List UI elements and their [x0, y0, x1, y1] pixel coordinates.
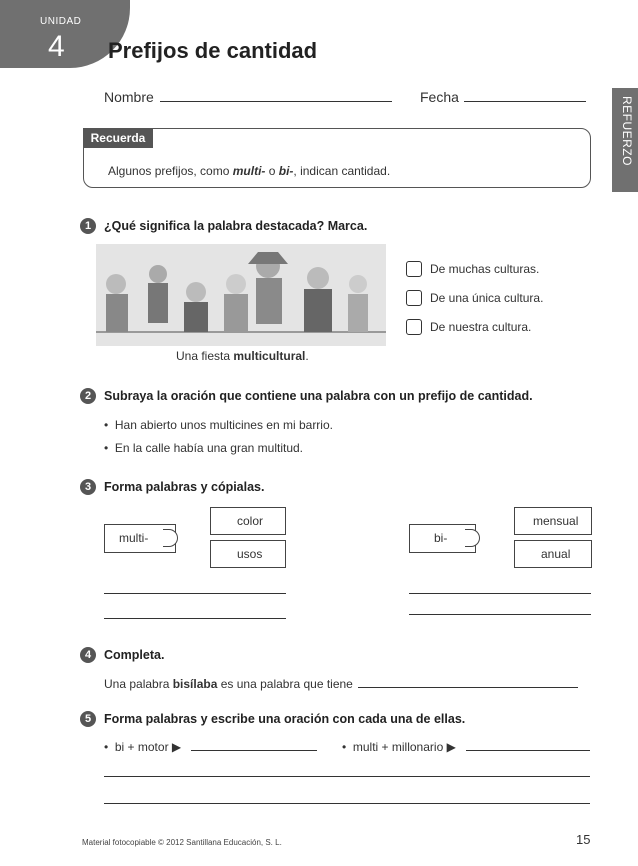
option-1: De muchas culturas.: [430, 262, 540, 276]
item-2: • multi + millonario ▶: [342, 740, 456, 754]
question-number-3: 3: [80, 479, 96, 495]
bullet-2[interactable]: • En la calle había una gran multitud.: [104, 441, 303, 455]
suffix-piece-anual: anual: [514, 540, 592, 568]
side-tab-label: REFUERZO: [620, 96, 634, 166]
question-number-4: 4: [80, 647, 96, 663]
recuerda-text: Algunos prefijos, como multi- o bi-, indican cantidad.: [108, 164, 391, 178]
unit-number: 4: [48, 30, 65, 63]
option-2: De una única cultura.: [430, 291, 544, 305]
answer-line-sentence-2[interactable]: [104, 803, 590, 804]
option-checkbox-1[interactable]: [406, 261, 422, 277]
answer-line-q4[interactable]: [358, 687, 578, 688]
answer-line-left-1[interactable]: [104, 593, 286, 594]
item-1: • bi + motor ▶: [104, 740, 182, 754]
answer-line-right-1[interactable]: [409, 593, 591, 594]
question-number-5: 5: [80, 711, 96, 727]
answer-line-item-1[interactable]: [191, 750, 317, 751]
recuerda-box: [83, 128, 591, 188]
page-title: Prefijos de cantidad: [108, 38, 318, 63]
question-4-sentence: Una palabra bisílaba es una palabra que tiene: [104, 677, 353, 691]
illustration: [96, 244, 386, 346]
name-label: Nombre: [104, 89, 154, 105]
question-3-text: Forma palabras y cópialas.: [104, 480, 265, 494]
prefix-piece-bi: bi-: [409, 524, 476, 553]
puzzle-knob: [465, 529, 480, 547]
date-field[interactable]: [464, 101, 586, 102]
option-3: De nuestra cultura.: [430, 320, 532, 334]
bullet-1[interactable]: • Han abierto unos multicines en mi barrio.: [104, 418, 333, 432]
footer-copyright: Material fotocopiable © 2012 Santillana Educación, S. L.: [82, 838, 282, 847]
suffix-piece-mensual: mensual: [514, 507, 592, 535]
unit-label: UNIDAD: [40, 16, 82, 27]
recuerda-tag: Recuerda: [83, 128, 153, 148]
answer-line-left-2[interactable]: [104, 618, 286, 619]
question-number-1: 1: [80, 218, 96, 234]
suffix-piece-color: color: [210, 507, 286, 535]
option-checkbox-2[interactable]: [406, 290, 422, 306]
question-1-text: ¿Qué significa la palabra destacada? Marca.: [104, 219, 368, 233]
illustration-caption: Una fiesta multicultural.: [176, 349, 309, 363]
name-field[interactable]: [160, 101, 392, 102]
question-number-2: 2: [80, 388, 96, 404]
date-label: Fecha: [420, 89, 459, 105]
answer-line-sentence-1[interactable]: [104, 776, 590, 777]
option-checkbox-3[interactable]: [406, 319, 422, 335]
suffix-piece-usos: usos: [210, 540, 286, 568]
prefix-piece-multi: multi-: [104, 524, 176, 553]
answer-line-right-2[interactable]: [409, 614, 591, 615]
question-4-text: Completa.: [104, 648, 165, 662]
page-number: 15: [576, 832, 591, 847]
question-2-text: Subraya la oración que contiene una palabra con un prefijo de cantidad.: [104, 389, 533, 403]
answer-line-item-2[interactable]: [466, 750, 590, 751]
question-5-text: Forma palabras y escribe una oración con cada una de ellas.: [104, 712, 466, 726]
